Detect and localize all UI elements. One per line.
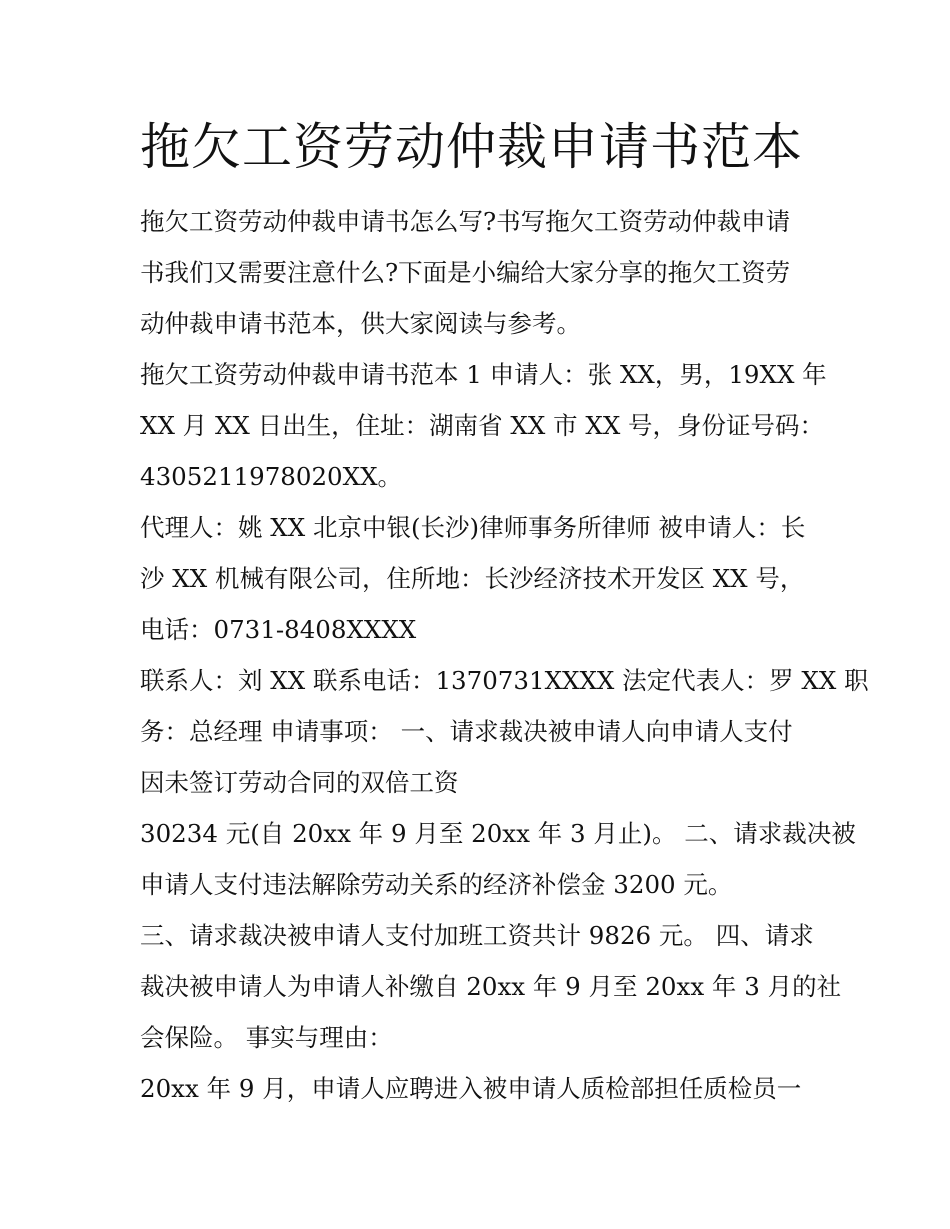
body-line-12: 因未签订劳动合同的双倍工资 — [140, 768, 459, 797]
body-line-13: 30234 元(自 20xx 年 9 月至 20xx 年 3 月止)。 二、请求裁决被 — [140, 819, 856, 848]
body-line-1: 拖欠工资劳动仲裁申请书怎么写?书写拖欠工资劳动仲裁申请 — [140, 207, 791, 236]
body-line-2: 书我们又需要注意什么?下面是小编给大家分享的拖欠工资劳 — [140, 258, 791, 287]
body-line-7: 代理人：姚 XX 北京中银(长沙)律师事务所律师 被申请人：长 — [140, 513, 806, 542]
body-line-15: 三、请求裁决被申请人支付加班工资共计 9826 元。 四、请求 — [140, 921, 814, 950]
body-line-5: XX 月 XX 日出生，住址：湖南省 XX 市 XX 号，身份证号码： — [140, 411, 825, 440]
body-line-18: 20xx 年 9 月，申请人应聘进入被申请人质检部担任质检员一 — [140, 1074, 802, 1103]
body-line-4: 拖欠工资劳动仲裁申请书范本 1 申请人：张 XX，男，19XX 年 — [140, 360, 827, 389]
body-line-11: 务：总经理 申请事项： 一、请求裁决被申请人向申请人支付 — [140, 717, 793, 746]
body-line-8: 沙 XX 机械有限公司，住所地：长沙经济技术开发区 XX 号， — [140, 564, 805, 593]
body-line-10: 联系人：刘 XX 联系电话：1370731XXXX 法定代表人：罗 XX 职 — [140, 666, 869, 695]
body-line-14: 申请人支付违法解除劳动关系的经济补偿金 3200 元。 — [140, 870, 733, 899]
document-title: 拖欠工资劳动仲裁申请书范本 — [140, 118, 803, 176]
body-line-16: 裁决被申请人为申请人补缴自 20xx 年 9 月至 20xx 年 3 月的社 — [140, 972, 842, 1001]
body-line-3: 动仲裁申请书范本，供大家阅读与参考。 — [140, 309, 581, 338]
body-line-6: 4305211978020XX。 — [140, 462, 403, 491]
body-line-9: 电话：0731-8408XXXX — [140, 615, 417, 644]
body-line-17: 会保险。 事实与理由： — [140, 1023, 393, 1052]
document-body — [140, 196, 869, 1114]
